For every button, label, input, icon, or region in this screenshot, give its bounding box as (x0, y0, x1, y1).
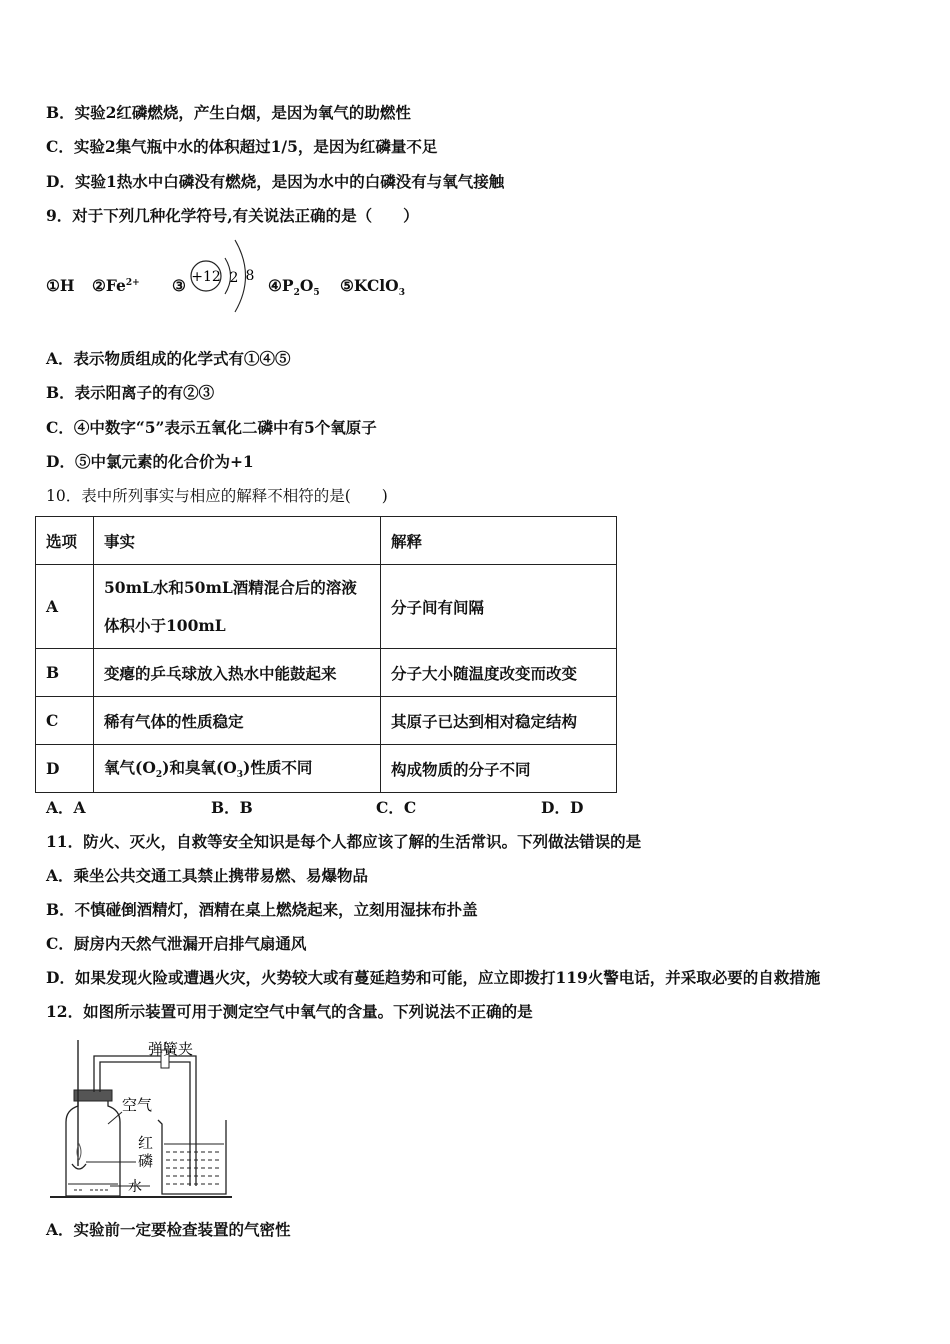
header-option: 选项 (36, 517, 94, 565)
label-spring-clip: 弹簧夹 (148, 1040, 194, 1058)
row-d-fact-part: )性质不同 (243, 758, 313, 778)
q9-symbol-5-sub3: 3 (398, 288, 405, 299)
q9-symbol-4-sub5: 5 (313, 288, 320, 299)
combustion-spoon (72, 1164, 86, 1169)
q12-stem: 12．如图所示装置可用于测定空气中氧气的含量。下列说法不正确的是 (46, 1002, 533, 1021)
q9-symbol-4-o: O (299, 276, 314, 295)
row-a-fact (94, 565, 381, 649)
q9-symbol-4 (268, 276, 320, 298)
q10-answer-c: C．C (376, 798, 417, 817)
row-d-fact-sub: 3 (236, 770, 244, 781)
row-c-fact: 稀有气体的性质稳定 (94, 697, 381, 745)
table-row (36, 745, 617, 793)
q10-answer-b: B．B (211, 798, 253, 817)
q10-answer-a: A．A (46, 798, 86, 817)
atom-shell-1-electrons: 2 (229, 270, 239, 286)
table-row (36, 649, 617, 697)
label-red: 红 (138, 1134, 154, 1152)
label-air: 空气 (122, 1096, 153, 1114)
q8-option-d: D．实验1热水中白磷没有燃烧，是因为水中的白磷没有与氧气接触 (46, 172, 505, 191)
beaker (158, 1120, 226, 1194)
q11-stem: 11．防火、灭火，自救等安全知识是每个人都应该了解的生活常识。下列做法错误的是 (46, 832, 642, 851)
q9-symbol-3-label: ③ (172, 276, 186, 295)
q9-symbol-4-sub2: 2 (293, 288, 300, 299)
q9-symbol-4-p: ④P (268, 276, 294, 295)
q9-symbol-2-charge: 2+ (125, 277, 140, 288)
label-phosphorus: 磷 (138, 1152, 154, 1170)
row-b-option: B (36, 649, 94, 697)
row-c-reason: 其原子已达到相对稳定结构 (381, 697, 617, 745)
row-d-fact-part: 氧气(O (104, 758, 156, 778)
q9-option-c: C．④中数字“5”表示五氧化二磷中有5个氧原子 (46, 418, 377, 437)
q11-option-b: B．不慎碰倒酒精灯，酒精在桌上燃烧起来，立刻用湿抹布扑盖 (46, 900, 478, 919)
oxygen-measurement-apparatus (48, 1036, 238, 1202)
row-a-fact-line-2: 体积小于100mL (104, 615, 226, 635)
row-d-option: D (36, 745, 94, 793)
q9-symbol-2 (92, 276, 140, 295)
row-d-fact-part: )和臭氧(O (162, 758, 237, 778)
row-c-option: C (36, 697, 94, 745)
q9-option-d: D．⑤中氯元素的化合价为+1 (46, 452, 254, 471)
row-a-reason: 分子间有间隔 (381, 565, 617, 649)
row-d-reason: 构成物质的分子不同 (381, 745, 617, 793)
q11-option-d: D．如果发现火险或遭遇火灾，火势较大或有蔓延趋势和可能，应立即拨打119火警电话，并采取必要的自救措施 (46, 968, 821, 987)
q9-option-a: A．表示物质组成的化学式有①④⑤ (46, 349, 291, 368)
table-row (36, 565, 617, 649)
row-d-fact (94, 745, 381, 793)
table-row (36, 697, 617, 745)
row-b-fact: 变瘪的乒乓球放入热水中能鼓起来 (94, 649, 381, 697)
header-fact: 事实 (94, 517, 381, 565)
q9-symbol-5 (340, 276, 405, 298)
q9-symbol-5-kclo: ⑤KClO (340, 276, 399, 295)
rubber-stopper (74, 1090, 112, 1101)
header-reason: 解释 (381, 517, 617, 565)
q11-option-c: C．厨房内天然气泄漏开启排气扇通风 (46, 934, 307, 953)
q8-option-b: B．实验2红磷燃烧，产生白烟，是因为氧气的助燃性 (46, 103, 411, 122)
q10-answer-d: D．D (541, 798, 584, 817)
q12-option-a: A．实验前一定要检查装置的气密性 (46, 1220, 291, 1239)
row-a-fact-line-1: 50mL水和50mL酒精混合后的溶液 (104, 577, 357, 597)
gas-bottle (66, 1098, 120, 1196)
table-header-row (36, 517, 617, 565)
q9-symbol-1: ①H (46, 276, 75, 295)
row-d-fact-sub: 2 (155, 770, 163, 781)
q10-stem: 10．表中所列事实与相应的解释不相符的是( ) (46, 487, 388, 505)
q9-stem: 9．对于下列几种化学符号,有关说法正确的是（ ） (46, 206, 419, 225)
q11-option-a: A．乘坐公共交通工具禁止携带易燃、易爆物品 (46, 866, 369, 885)
label-water: 水 (128, 1179, 142, 1195)
facts-table (35, 516, 617, 793)
q9-symbol-2-base: ②Fe (92, 276, 126, 295)
q9-option-b: B．表示阳离子的有②③ (46, 383, 215, 402)
atom-shell-2-electrons: 8 (245, 268, 255, 284)
q8-option-c: C．实验2集气瓶中水的体积超过1/5，是因为红磷量不足 (46, 137, 438, 156)
row-a-option: A (36, 565, 94, 649)
row-b-reason: 分子大小随温度改变而改变 (381, 649, 617, 697)
atom-structure-diagram (188, 234, 268, 316)
atom-nucleus-charge: +12 (191, 269, 221, 285)
